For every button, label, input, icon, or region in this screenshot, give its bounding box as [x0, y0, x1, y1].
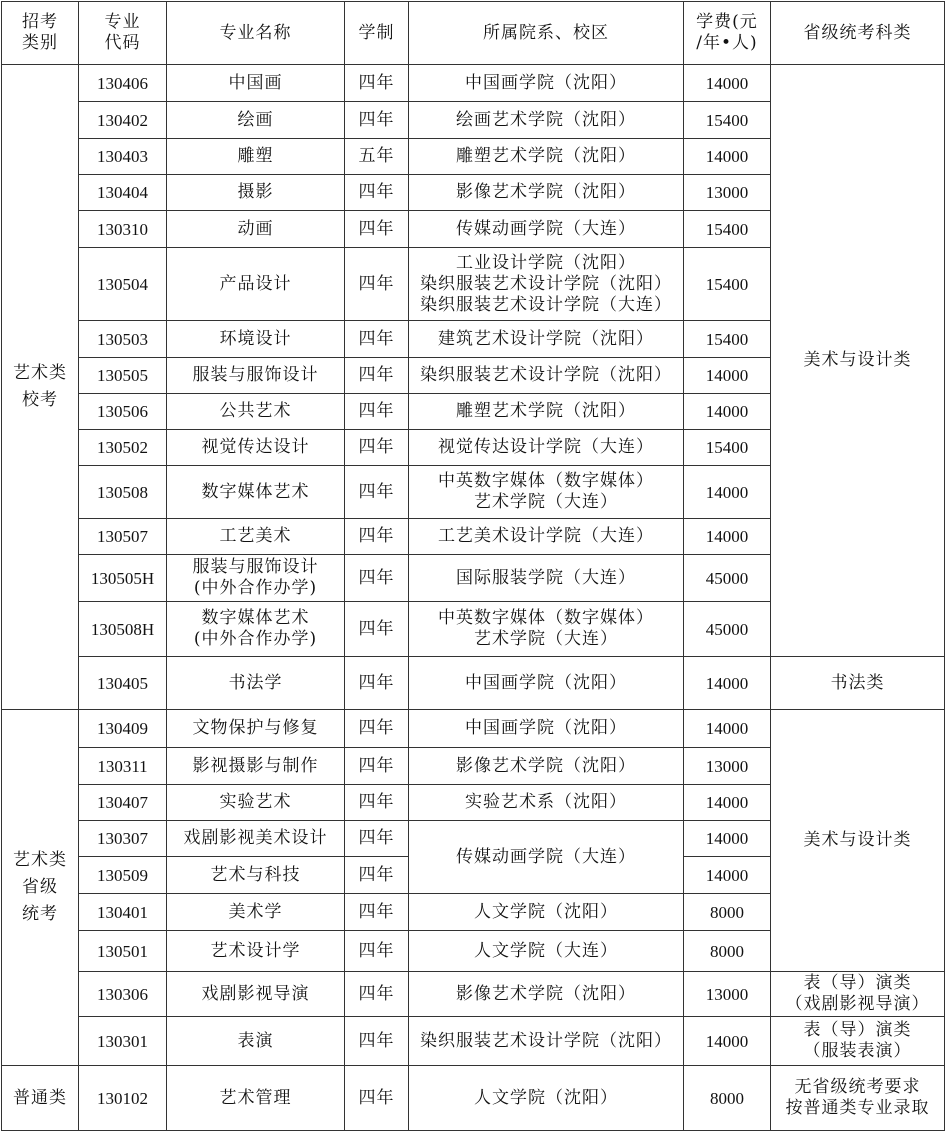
duration: 四年 — [345, 519, 409, 555]
major-name: 工艺美术 — [167, 519, 345, 555]
college: 中英数字媒体（数字媒体） 艺术学院（大连） — [409, 602, 684, 657]
college: 人文学院（沈阳） — [409, 1066, 684, 1131]
tuition-fee: 13000 — [684, 748, 771, 785]
duration: 四年 — [345, 602, 409, 657]
category-cell: 普通类 — [2, 1066, 79, 1131]
major-name: 艺术设计学 — [167, 931, 345, 972]
college: 视觉传达设计学院（大连） — [409, 430, 684, 466]
tuition-fee: 14000 — [684, 657, 771, 710]
table-row — [2, 710, 945, 748]
college: 绘画艺术学院（沈阳） — [409, 102, 684, 139]
tuition-fee: 14000 — [684, 519, 771, 555]
major-code: 130507 — [79, 519, 167, 555]
duration: 四年 — [345, 785, 409, 821]
duration: 四年 — [345, 211, 409, 248]
duration: 四年 — [345, 394, 409, 430]
major-code: 130505 — [79, 358, 167, 394]
tuition-fee: 15400 — [684, 102, 771, 139]
tuition-fee: 14000 — [684, 394, 771, 430]
duration: 四年 — [345, 248, 409, 321]
duration: 四年 — [345, 1066, 409, 1131]
major-code: 130506 — [79, 394, 167, 430]
table-row — [2, 65, 945, 102]
tuition-fee: 45000 — [684, 555, 771, 602]
major-name: 文物保护与修复 — [167, 710, 345, 748]
college: 影像艺术学院（沈阳） — [409, 175, 684, 211]
major-name: 雕塑 — [167, 139, 345, 175]
major-name: 服装与服饰设计 (中外合作办学) — [167, 555, 345, 602]
major-code: 130505H — [79, 555, 167, 602]
duration: 五年 — [345, 139, 409, 175]
duration: 四年 — [345, 466, 409, 519]
table-row — [2, 657, 945, 710]
college: 人文学院（大连） — [409, 931, 684, 972]
tuition-fee: 15400 — [684, 321, 771, 358]
header-name: 专业名称 — [167, 2, 345, 65]
major-name: 美术学 — [167, 894, 345, 931]
table-row — [2, 1066, 945, 1131]
major-name: 数字媒体艺术 (中外合作办学) — [167, 602, 345, 657]
major-name: 公共艺术 — [167, 394, 345, 430]
college: 雕塑艺术学院（沈阳） — [409, 394, 684, 430]
major-name: 书法学 — [167, 657, 345, 710]
major-name: 中国画 — [167, 65, 345, 102]
tuition-fee: 13000 — [684, 175, 771, 211]
major-name: 服装与服饰设计 — [167, 358, 345, 394]
major-name: 戏剧影视导演 — [167, 972, 345, 1017]
college: 建筑艺术设计学院（沈阳） — [409, 321, 684, 358]
tuition-fee: 14000 — [684, 466, 771, 519]
college: 传媒动画学院（大连） — [409, 821, 684, 894]
college: 染织服装艺术设计学院（沈阳） — [409, 358, 684, 394]
major-name: 动画 — [167, 211, 345, 248]
tuition-fee: 14000 — [684, 65, 771, 102]
major-code: 130306 — [79, 972, 167, 1017]
college: 传媒动画学院（大连） — [409, 211, 684, 248]
duration: 四年 — [345, 65, 409, 102]
tuition-fee: 15400 — [684, 211, 771, 248]
college: 国际服装学院（大连） — [409, 555, 684, 602]
duration: 四年 — [345, 358, 409, 394]
major-name: 表演 — [167, 1017, 345, 1066]
major-name: 摄影 — [167, 175, 345, 211]
header-college: 所属院系、校区 — [409, 2, 684, 65]
exam-category: 无省级统考要求 按普通类专业录取 — [771, 1066, 945, 1131]
major-code: 130405 — [79, 657, 167, 710]
duration: 四年 — [345, 102, 409, 139]
duration: 四年 — [345, 321, 409, 358]
major-code: 130504 — [79, 248, 167, 321]
table-body — [2, 65, 945, 1131]
duration: 四年 — [345, 430, 409, 466]
major-code: 130508 — [79, 466, 167, 519]
duration: 四年 — [345, 175, 409, 211]
major-name: 绘画 — [167, 102, 345, 139]
header-fee: 学费(元 /年•人) — [684, 2, 771, 65]
major-name: 产品设计 — [167, 248, 345, 321]
major-name: 艺术与科技 — [167, 857, 345, 894]
major-code: 130403 — [79, 139, 167, 175]
major-code: 130406 — [79, 65, 167, 102]
major-code: 130311 — [79, 748, 167, 785]
major-code: 130509 — [79, 857, 167, 894]
duration: 四年 — [345, 821, 409, 857]
exam-category: 书法类 — [771, 657, 945, 710]
exam-category: 美术与设计类 — [771, 65, 945, 657]
college: 中英数字媒体（数字媒体） 艺术学院（大连） — [409, 466, 684, 519]
category-cell: 艺术类 校考 — [2, 65, 79, 710]
college: 影像艺术学院（沈阳） — [409, 748, 684, 785]
tuition-fee: 8000 — [684, 894, 771, 931]
tuition-fee: 14000 — [684, 1017, 771, 1066]
tuition-fee: 14000 — [684, 710, 771, 748]
major-name: 艺术管理 — [167, 1066, 345, 1131]
college: 中国画学院（沈阳） — [409, 65, 684, 102]
duration: 四年 — [345, 857, 409, 894]
major-code: 130502 — [79, 430, 167, 466]
college: 中国画学院（沈阳） — [409, 657, 684, 710]
major-code: 130501 — [79, 931, 167, 972]
tuition-fee: 14000 — [684, 358, 771, 394]
major-name: 数字媒体艺术 — [167, 466, 345, 519]
table-row — [2, 972, 945, 1017]
header-exam: 省级统考科类 — [771, 2, 945, 65]
header-duration: 学制 — [345, 2, 409, 65]
admission-majors-table — [1, 1, 945, 1131]
exam-category: 表（导）演类 （服装表演） — [771, 1017, 945, 1066]
tuition-fee: 15400 — [684, 430, 771, 466]
duration: 四年 — [345, 748, 409, 785]
duration: 四年 — [345, 894, 409, 931]
duration: 四年 — [345, 972, 409, 1017]
category-cell: 艺术类 省级 统考 — [2, 710, 79, 1066]
tuition-fee: 14000 — [684, 857, 771, 894]
major-code: 130409 — [79, 710, 167, 748]
duration: 四年 — [345, 1017, 409, 1066]
major-name: 影视摄影与制作 — [167, 748, 345, 785]
major-code: 130407 — [79, 785, 167, 821]
major-code: 130508H — [79, 602, 167, 657]
tuition-fee: 14000 — [684, 785, 771, 821]
major-code: 130307 — [79, 821, 167, 857]
college: 实验艺术系（沈阳） — [409, 785, 684, 821]
major-name: 戏剧影视美术设计 — [167, 821, 345, 857]
header-category: 招考 类别 — [2, 2, 79, 65]
table-row — [2, 1017, 945, 1066]
college: 染织服装艺术设计学院（沈阳） — [409, 1017, 684, 1066]
tuition-fee: 8000 — [684, 931, 771, 972]
tuition-fee: 14000 — [684, 821, 771, 857]
major-code: 130401 — [79, 894, 167, 931]
college: 工艺美术设计学院（大连） — [409, 519, 684, 555]
major-code: 130402 — [79, 102, 167, 139]
tuition-fee: 45000 — [684, 602, 771, 657]
tuition-fee: 14000 — [684, 139, 771, 175]
major-code: 130404 — [79, 175, 167, 211]
tuition-fee: 8000 — [684, 1066, 771, 1131]
tuition-fee: 13000 — [684, 972, 771, 1017]
tuition-fee: 15400 — [684, 248, 771, 321]
college: 雕塑艺术学院（沈阳） — [409, 139, 684, 175]
college: 影像艺术学院（沈阳） — [409, 972, 684, 1017]
exam-category: 表（导）演类 （戏剧影视导演） — [771, 972, 945, 1017]
duration: 四年 — [345, 710, 409, 748]
major-name: 实验艺术 — [167, 785, 345, 821]
college: 人文学院（沈阳） — [409, 894, 684, 931]
exam-category: 美术与设计类 — [771, 710, 945, 972]
major-code: 130301 — [79, 1017, 167, 1066]
duration: 四年 — [345, 657, 409, 710]
header-row — [2, 2, 945, 65]
duration: 四年 — [345, 931, 409, 972]
college: 中国画学院（沈阳） — [409, 710, 684, 748]
major-name: 环境设计 — [167, 321, 345, 358]
header-code: 专业 代码 — [79, 2, 167, 65]
duration: 四年 — [345, 555, 409, 602]
college: 工业设计学院（沈阳） 染织服装艺术设计学院（沈阳） 染织服装艺术设计学院（大连） — [409, 248, 684, 321]
major-code: 130503 — [79, 321, 167, 358]
major-code: 130102 — [79, 1066, 167, 1131]
major-code: 130310 — [79, 211, 167, 248]
major-name: 视觉传达设计 — [167, 430, 345, 466]
